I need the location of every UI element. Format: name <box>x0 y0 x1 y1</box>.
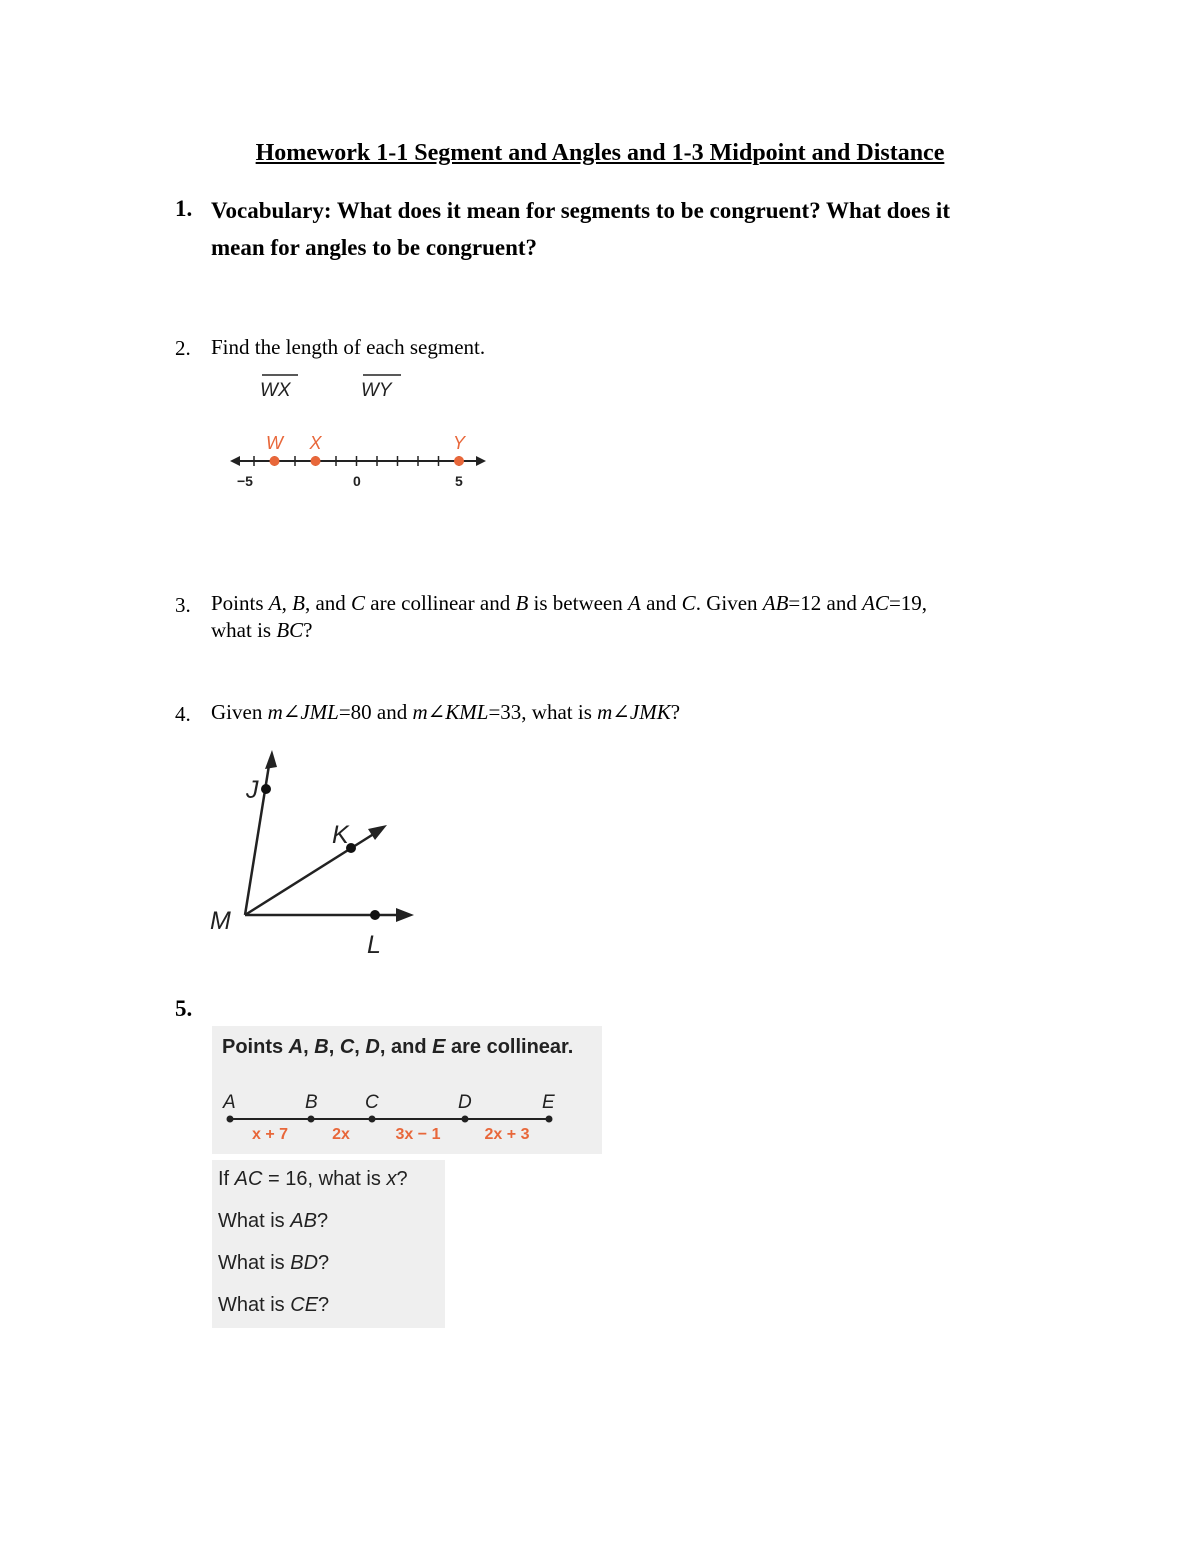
point-label-y: Y <box>452 433 466 453</box>
segment-name-wy: WY <box>361 380 392 401</box>
q5-question-3: What is BD? <box>218 1252 330 1274</box>
ray-mj-arrow-icon <box>265 750 277 769</box>
q3-text <box>211 590 927 644</box>
q5-question-2: What is AB? <box>218 1210 329 1232</box>
q4-angle-figure <box>200 745 430 965</box>
point-label-x: X <box>309 433 322 453</box>
point-b <box>308 1116 315 1123</box>
label-b: B <box>305 1092 318 1113</box>
segment-name-wx: WX <box>260 380 291 401</box>
segment-expression-ab: x + 7 <box>251 1126 289 1143</box>
q3-line1: Points A, B, and C are collinear and B is between A and C. Given AB=12 and AC=19, <box>211 591 928 615</box>
point-j <box>261 784 271 794</box>
q4-number: 4. <box>175 702 191 726</box>
q5-questions-panel <box>212 1160 445 1328</box>
tick-label-0: 0 <box>353 473 361 489</box>
tick-label-5: 5 <box>455 473 463 489</box>
point-e <box>546 1116 553 1123</box>
q5-question-1: If AC = 16, what is x? <box>218 1168 408 1190</box>
label-k: K <box>332 821 349 849</box>
q2-figure <box>220 365 500 495</box>
q5-collinear-panel <box>212 1026 602 1154</box>
right-arrow-icon <box>476 456 486 466</box>
point-y <box>454 456 464 466</box>
q2-number: 2. <box>175 336 191 360</box>
q1-line1: Vocabulary: What does it mean for segments to be congruent? What does it <box>211 198 950 223</box>
label-e: E <box>542 1092 555 1113</box>
ray-mk-arrow-icon <box>368 825 387 840</box>
point-l <box>370 910 380 920</box>
q5-number: 5. <box>175 996 193 1021</box>
label-l: L <box>367 931 381 959</box>
q5-segment-figure <box>212 1082 602 1152</box>
segment-expression-bc: 2x <box>332 1126 350 1143</box>
label-j: J <box>246 776 259 804</box>
page-title: Homework 1-1 Segment and Angles and 1-3 Midpoint and Distance <box>255 140 945 166</box>
ray-ml-arrow-icon <box>396 908 414 922</box>
q5-question-4: What is CE? <box>218 1294 330 1316</box>
point-c <box>369 1116 376 1123</box>
segment-expression-cd: 3x − 1 <box>395 1126 441 1143</box>
q3-number: 3. <box>175 593 191 617</box>
point-x <box>311 456 321 466</box>
point-w <box>270 456 280 466</box>
label-d: D <box>458 1092 472 1113</box>
q3-line2: what is BC? <box>211 618 313 642</box>
q5-panel-title: Points A, B, C, D, and E are collinear. <box>222 1036 574 1058</box>
label-a: A <box>223 1092 236 1113</box>
left-arrow-icon <box>230 456 240 466</box>
q1-line2: mean for angles to be congruent? <box>211 235 538 260</box>
label-c: C <box>365 1092 379 1113</box>
point-a <box>227 1116 234 1123</box>
q2-text: Find the length of each segment. <box>211 335 486 359</box>
point-label-w: W <box>266 433 283 453</box>
tick-label-neg5: −5 <box>237 473 253 489</box>
segment-expression-de: 2x + 3 <box>484 1126 530 1143</box>
point-d <box>462 1116 469 1123</box>
q1-text <box>211 192 950 266</box>
label-m: M <box>210 907 231 935</box>
ray-mk <box>245 830 380 915</box>
q1-number: 1. <box>175 196 193 221</box>
q4-text: Given m∠JML=80 and m∠KML=33, what is m∠JMK? <box>211 700 681 724</box>
